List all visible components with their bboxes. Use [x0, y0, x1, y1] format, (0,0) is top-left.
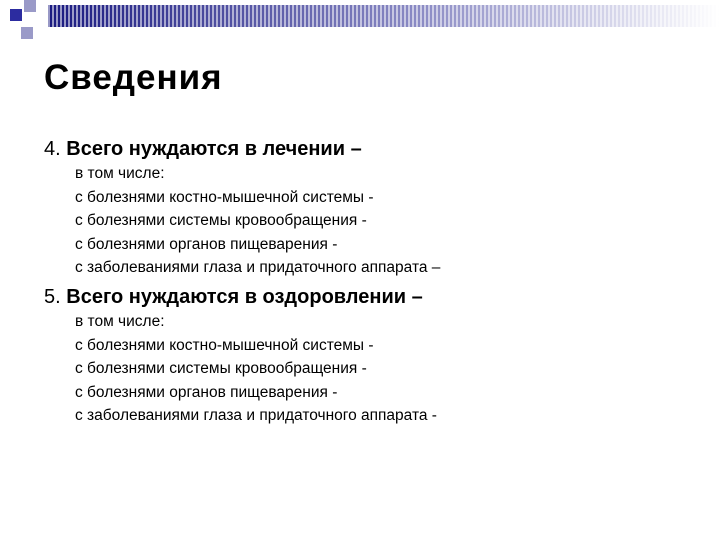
section-heading-text: Всего нуждаются в оздоровлении –	[66, 285, 423, 308]
list-item: с заболеваниями глаза и придаточного аппарата -	[75, 407, 437, 425]
section-heading-text: Всего нуждаются в лечении –	[66, 138, 362, 160]
deco-square-bottom	[21, 27, 33, 39]
section-heading-5	[44, 284, 704, 310]
list-item: с болезнями органов пищеварения -	[75, 235, 338, 253]
slide-body	[44, 136, 704, 428]
section-number: 4.	[44, 138, 61, 160]
header-decoration	[0, 0, 720, 50]
deco-square-mid	[10, 9, 22, 21]
slide-title: Сведения	[44, 58, 223, 97]
list-item: с заболеваниями глаза и придаточного аппарата –	[75, 259, 441, 277]
list-item: в том числе:	[75, 312, 165, 330]
list-item: с болезнями системы кровообращения -	[75, 212, 367, 230]
section-number: 5.	[44, 285, 61, 308]
header-stripe-texture	[48, 5, 720, 27]
list-item: с болезнями системы кровообращения -	[75, 360, 367, 378]
list-item: с болезнями органов пищеварения -	[75, 383, 338, 401]
list-item: в том числе:	[75, 165, 165, 182]
section-heading-4	[44, 136, 704, 162]
list-item: с болезнями костно-мышечной системы -	[75, 188, 374, 206]
deco-square-top	[24, 0, 36, 12]
list-item: с болезнями костно-мышечной системы -	[75, 336, 374, 354]
